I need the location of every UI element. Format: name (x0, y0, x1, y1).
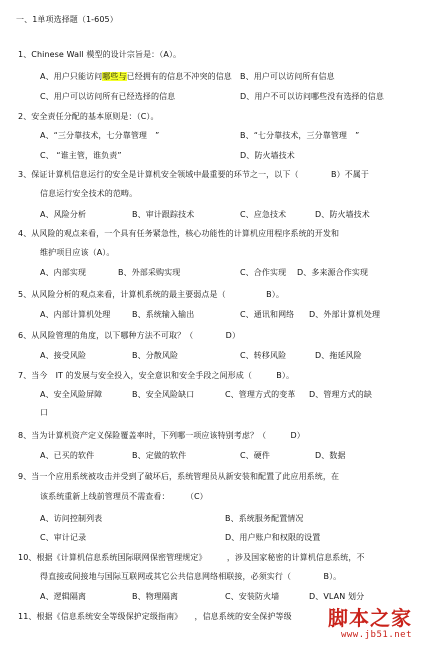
question-5-option-d: D、外部计算机处理 (309, 310, 381, 319)
question-8-option-c: C、硬件 (240, 451, 270, 460)
question-5: 5、从风险分析的观点来看，计算机系统的最主要弱点是（ B）。 (18, 290, 284, 299)
question-2-option-d: D、防火墙技术 (240, 151, 295, 160)
question-9-option-d: D、用户账户和权限的设置 (225, 533, 321, 542)
question-1-option-d: D、用户不可以访问哪些没有选择的信息 (240, 92, 384, 101)
question-6-option-a: A、接受风险 (40, 351, 87, 360)
question-5-option-c: C、通讯和网络 (240, 310, 295, 319)
question-4: 4、从风险的观点来看，一个具有任务紧急性，核心功能性的计算机应用程序系统的开发和 (18, 229, 340, 238)
question-4-option-a: A、内部实现 (40, 268, 87, 277)
question-3-line-2: 信息运行安全技术的范畴。 (40, 189, 138, 198)
question-6: 6、从风险管理的角度，以下哪种方法不可取？（ D） (18, 331, 241, 340)
question-5-option-b: B、系统输入输出 (132, 310, 195, 319)
site-watermark-url: www.jb51.net (340, 630, 412, 640)
question-4-option-b: B、外部采购实现 (118, 268, 181, 277)
question-3-option-b: B、审计跟踪技术 (132, 210, 195, 219)
question-8-option-d: D、数据 (315, 451, 346, 460)
question-10: 10、根据《计算机信息系统国际联网保密管理规定》 ，涉及国家秘密的计算机信息系统，不 (18, 553, 365, 562)
highlighted-text: 哪些与 (102, 72, 127, 81)
question-7-option-b: B、安全风险缺口 (132, 390, 195, 399)
question-5-option-a: A、内部计算机处理 (40, 310, 111, 319)
question-8-option-b: B、定做的软件 (132, 451, 187, 460)
option-text: 已经拥有的信息不冲突的信息 (126, 72, 232, 81)
option-text: A、用户只能访问 (40, 72, 103, 81)
question-2-option-b: B、“七分靠技术，三分靠管理 ” (240, 131, 360, 140)
question-2-option-c: C、 “谁主管，谁负责” (40, 151, 122, 160)
question-9-line-2: 该系统重新上线前管理员不需查看： （C） (40, 492, 208, 501)
question-8-option-a: A、已买的软件 (40, 451, 95, 460)
question-3-option-d: D、防火墙技术 (315, 210, 370, 219)
question-4-line-2: 维护项目应该（A）。 (40, 248, 115, 257)
question-3-option-c: C、应急技术 (240, 210, 287, 219)
question-10-option-d: D、VLAN 划分 (309, 592, 365, 601)
question-3-option-a: A、风险分析 (40, 210, 87, 219)
question-8: 8、当为计算机资产定义保险覆盖率时，下列哪一项应该特别考虑？（ D） (18, 431, 305, 440)
question-1: 1、Chinese Wall 模型的设计宗旨是：（A）。 (18, 50, 182, 59)
question-10-option-b: B、物理隔离 (132, 592, 179, 601)
question-2-option-a: A、“三分靠技术，七分靠管理 ” (40, 131, 160, 140)
question-10-option-a: A、逻辑隔离 (40, 592, 87, 601)
question-4-option-c: C、合作实现 (240, 268, 287, 277)
question-7-continuation: 口 (40, 408, 49, 417)
question-11: 11、根据《信息系统安全等级保护定级指南》 ，信息系统的安全保护等级 (18, 612, 292, 621)
section-title: 一、1单项选择题（1-605） (16, 15, 118, 24)
question-4-option-d: D、多来源合作实现 (297, 268, 369, 277)
question-1-option-c: C、用户可以访问所有已经选择的信息 (40, 92, 176, 101)
question-10-option-c: C、安装防火墙 (225, 592, 280, 601)
question-3: 3、保证计算机信息运行的安全是计算机安全领域中最重要的环节之一，以下（ B）不属于 (18, 170, 369, 179)
question-6-option-c: C、转移风险 (240, 351, 287, 360)
question-10-line-2: 得直接或间接地与国际互联网或其它公共信息网络相联接，必须实行（ B）。 (40, 572, 342, 581)
question-9-option-c: C、审计记录 (40, 533, 87, 542)
site-watermark-logo: 脚本之家 (328, 606, 412, 630)
question-7-option-d: D、管理方式的缺 (309, 390, 372, 399)
question-7-option-a: A、安全风险屏障 (40, 390, 103, 399)
question-6-option-b: B、分散风险 (132, 351, 179, 360)
question-7-option-c: C、管理方式的变革 (225, 390, 296, 399)
question-9-option-a: A、访问控制列表 (40, 514, 103, 523)
question-1-option-a (40, 71, 232, 82)
question-2: 2、安全责任分配的基本原则是：（C）。 (18, 112, 159, 121)
question-9-option-b: B、系统服务配置情况 (225, 514, 304, 523)
question-6-option-d: D、拖延风险 (315, 351, 362, 360)
question-1-option-b: B、用户可以访问所有信息 (240, 72, 335, 81)
question-7: 7、当今 IT 的发展与安全投入，安全意识和安全手段之间形成（ B）。 (18, 371, 295, 380)
question-9: 9、当一个应用系统被攻击并受到了破坏后，系统管理员从新安装和配置了此应用系统，在 (18, 472, 340, 481)
